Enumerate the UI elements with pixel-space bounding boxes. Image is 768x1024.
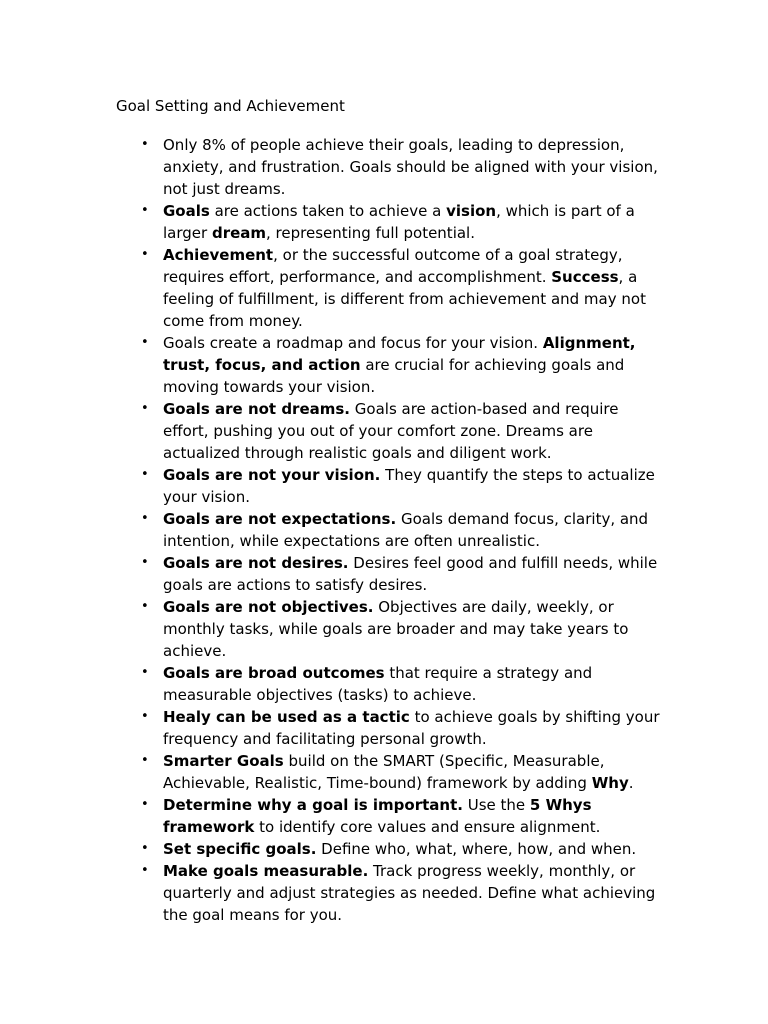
bullet-item <box>163 200 663 244</box>
bold-text: Success <box>551 268 619 286</box>
bold-text: Goals are not expectations. <box>163 510 397 528</box>
document-title: Goal Setting and Achievement <box>116 97 345 115</box>
bold-text: Goals are not desires. <box>163 554 349 572</box>
bullet-item <box>163 244 663 332</box>
bullet-item <box>163 332 663 398</box>
bold-text: Goals are not objectives. <box>163 598 374 616</box>
body-text: , representing full potential. <box>266 224 475 242</box>
body-text: Goals create a roadmap and focus for your vision. <box>163 334 543 352</box>
body-text: Only 8% of people achieve their goals, leading to depression, anxiety, and frustration. Goals should be aligned with your vision, not just dreams. <box>163 136 658 198</box>
body-text: , or the successful outcome of a goal strategy, requires effort, performance, and accomplishment. <box>163 246 623 286</box>
bold-text: Goals <box>163 202 210 220</box>
bullet-item <box>163 134 663 200</box>
bullet-item <box>163 860 663 926</box>
bullet-item <box>163 398 663 464</box>
body-text: . <box>628 774 634 792</box>
body-text: Use the <box>462 796 530 814</box>
bold-text: Achievement <box>163 246 274 264</box>
body-text: Goals are action-based and require effort, pushing you out of your comfort zone. Dreams are actualized through realistic goals and diligent work. <box>163 400 619 462</box>
bold-text: dream <box>211 224 267 242</box>
bullet-item <box>163 508 663 552</box>
bullet-item <box>163 662 663 706</box>
body-text: , which is part of a larger <box>163 202 635 242</box>
bold-text: Make goals measurable. <box>163 862 369 880</box>
body-text: that require a strategy and measurable objectives (tasks) to achieve. <box>163 664 593 704</box>
bold-text: Goals are broad outcomes <box>163 664 385 682</box>
bullet-item <box>163 552 663 596</box>
bullet-item <box>163 838 663 860</box>
body-text: are actions taken to achieve a <box>209 202 447 220</box>
bold-text: Goals are not dreams. <box>163 400 351 418</box>
body-text: Track progress weekly, monthly, or quarterly and adjust strategies as needed. Define what achieving the goal means for you. <box>163 862 656 924</box>
body-text: build on the SMART (Specific, Measurable, Achievable, Realistic, Time-bound) framework by adding <box>163 752 605 792</box>
body-text: Define who, what, where, how, and when. <box>316 840 637 858</box>
bold-text: Why <box>591 774 629 792</box>
body-text: to achieve goals by shifting your frequency and facilitating personal growth. <box>163 708 660 748</box>
bullet-item <box>163 750 663 794</box>
bold-text: Determine why a goal is important. <box>163 796 463 814</box>
bold-text: Alignment, trust, focus, and action <box>163 334 636 374</box>
body-text: Goals demand focus, clarity, and intention, while expectations are often unrealistic. <box>163 510 649 550</box>
bold-text: Healy can be used as a tactic <box>163 708 410 726</box>
bold-text: Set specific goals. <box>163 840 317 858</box>
bold-text: Goals are not your vision. <box>163 466 381 484</box>
body-text: They quantify the steps to actualize your vision. <box>163 466 655 506</box>
body-text: Desires feel good and fulfill needs, while goals are actions to satisfy desires. <box>163 554 658 594</box>
bullet-list <box>163 134 663 926</box>
bold-text: 5 Whys framework <box>163 796 592 836</box>
bold-text: Smarter Goals <box>163 752 284 770</box>
body-text: , a feeling of fulfillment, is different from achievement and may not come from money. <box>163 268 646 330</box>
body-text: are crucial for achieving goals and moving towards your vision. <box>163 356 625 396</box>
bullet-item <box>163 706 663 750</box>
bullet-item <box>163 596 663 662</box>
bullet-item <box>163 794 663 838</box>
bold-text: vision <box>446 202 497 220</box>
bullet-item <box>163 464 663 508</box>
body-text: Objectives are daily, weekly, or monthly tasks, while goals are broader and may take years to achieve. <box>163 598 629 660</box>
body-text: to identify core values and ensure alignment. <box>254 818 601 836</box>
